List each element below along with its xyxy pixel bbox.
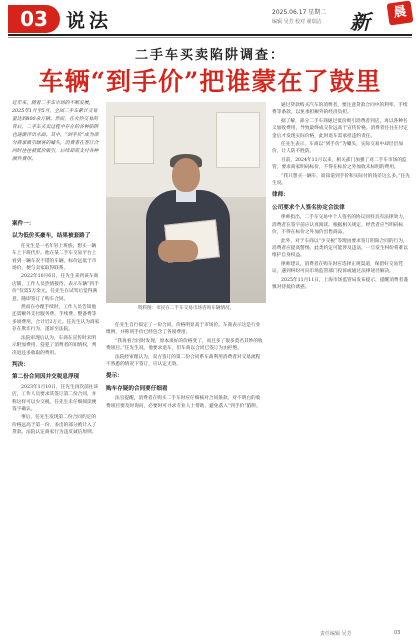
page-number: 03 xyxy=(394,630,401,636)
photo-wall-notice xyxy=(216,112,260,168)
paragraph: 任先生自行拟定了一份合同，价格明显高于市场价。车商表示这是行业惯例，并称到手价已经包含了各项费用。 xyxy=(106,323,261,336)
subheading: 购车存疑的合同要仔细看 xyxy=(106,385,168,392)
paragraph: 目前，2024年11月以来，相关部门加强了对二手车市场的监管，要求商家明码标价，不得在标价之外加收未标明的费用。 xyxy=(272,157,407,171)
article-column-left xyxy=(12,216,100,636)
issue-date: 2025.06.17 星期二 xyxy=(272,9,327,16)
paragraph: 律师建议，消费者在购车时应选择正规渠道，保留好交易凭证，遇到纠纷可向市场监管部门投诉或通过法律途径解决。 xyxy=(272,261,403,275)
paragraph: “我再看合同时发现，原本谈好的价格变了，而且多了很多莫名其妙的收费项目。”任先生说。他要求退车，但车商以合同已签订为由拒绝。 xyxy=(106,338,263,352)
subheading: 以为低价买豪车，结果被套路了 xyxy=(12,233,91,240)
header-rule xyxy=(8,34,412,36)
paragraph: 然而在办理手续时，工作人员告知他还需额外支付服务费、手续费、整备费等多项费用，合计近2万元。任先生认为商家存在欺诈行为，遂诉至法院。 xyxy=(12,305,100,333)
paragraph: 法官提醒，消费者在购买二手车时应仔细核对合同条款，对不明白的收费项目要及时询问，必要时可寻求专业人士帮助，避免落入“到手价”陷阱。 xyxy=(106,396,261,409)
paragraph: 法院审理后认为，车商在宣传时未明示附加费用，侵犯了消费者的知情权，判决退还多收取的费用。 xyxy=(12,335,97,356)
subheading: 判决： xyxy=(12,361,29,368)
subheading: 律师： xyxy=(272,192,289,199)
page-header xyxy=(0,0,420,34)
subheading: 第二份合同因并交税息浮现 xyxy=(12,374,80,381)
article-column-right xyxy=(272,102,412,636)
paragraph: 2023年1月10日，任先生再次前往该店，工作人员要求其签订第二份合同，并称这样可以少交税。任先生未仔细阅读便签字确认。 xyxy=(12,384,99,412)
subheading: 公司要求个人签名协定合法律 xyxy=(272,204,345,211)
photo-person-hand xyxy=(158,240,198,262)
article-headline: 车辆“到手价”把谁蒙在了鼓里 xyxy=(38,67,382,96)
paragraph: 律师指出，二手车交易中个人签名的协议同样具有法律效力，消费者在签字前应认真阅读。根据相关规定，经营者应当明码标价，不得在标价之外加价出售商品。 xyxy=(272,215,408,236)
photo-wall-notice xyxy=(114,116,154,164)
header-rule-thin xyxy=(8,37,412,38)
article-photo xyxy=(106,102,266,303)
paragraph: 通过贷款购买汽车的消费者，要注意贷款合同中的利率、手续费等条款，以免承担额外的经济负担。 xyxy=(272,103,408,116)
paragraph: 任先生是一名年轻上班族，想买一辆车上下班代步。他在某二手车交易平台上看到一辆车况不错的车辆，标价远低于市场价，便与卖家取得联系。 xyxy=(12,243,97,272)
masthead-logo xyxy=(350,2,414,32)
paragraph: “我只想买一辆车，谁知道到手价和实际付的钱差这么多。”任先生说。 xyxy=(272,173,411,187)
paragraph: 此外，对于车商以“少交税”等理由要求签订阴阳合同的行为，消费者应提高警惕，此类约定可能涉及违法，一旦发生纠纷将难以维护自身权益。 xyxy=(272,238,408,259)
paragraph: 2022年10月6日，任先生来到该车商店铺，工作人员热情接待，表示车辆“到手价”仅需5万余元。任先生在试驾后觉得满意，随即签订了购车合同。 xyxy=(12,274,99,302)
editor-credit: 编辑 吴芳 校对 翟瑞洁 xyxy=(272,19,322,25)
logo-badge: 晨 xyxy=(387,0,414,25)
paragraph: 法院经审理认为，双方签订的第二份合同系车商利用消费者对交易流程不熟悉的情况下签订，应认定无效。 xyxy=(106,354,261,368)
subheading: 提示： xyxy=(106,373,123,380)
section-number: 03 xyxy=(8,5,60,33)
paragraph: 2025年11月11日，上海市场监管局发布提示，提醒消费者谨慎对待低价诱惑。 xyxy=(272,277,408,290)
subheading: 案件一： xyxy=(12,221,35,227)
paragraph: 任先生表示，车商以“到手价”为噱头，实际交易中却层层加价，让人防不胜防。 xyxy=(272,142,403,155)
article-kicker: 二手车买卖陷阱调查： xyxy=(134,48,285,63)
article-intro: 近年来，随着二手车市场的不断发展，2025年1月至5月，全国二手车累计交易量达到800余万辆。然而，在火热交易的背后，二手车买卖过程中存在的各种陷阱也逐渐浮出水面。其中，“到手价”成为部分商家吸引顾客的噱头，消费者在签订合同时往往被低价吸引，后续却需支付各种额外费用。 xyxy=(12,101,99,162)
logo-text: 新 xyxy=(350,10,370,34)
article-column-middle xyxy=(106,322,264,636)
paragraph: 据了解，部分二手车商通过低价吸引消费者到店，再以各种名义加收费用，导致最终成交价远高于宣传价格。消费者往往在付定金后才发现实际价格，此时退车需承担违约责任。 xyxy=(272,118,408,139)
section-name: 说法 xyxy=(66,10,113,32)
paragraph: 事后，任先生发现第二份合同约定的价格远高于第一份，多出的部分被计入了贷款。法院认定商家行为违反诚信原则。 xyxy=(12,415,97,436)
photo-person-head xyxy=(172,158,200,192)
footer-editor: 责任编辑 吴芳 xyxy=(320,631,352,637)
photo-caption: 资料图：市民在二手车交易市场咨询车辆情况。 xyxy=(137,306,235,311)
